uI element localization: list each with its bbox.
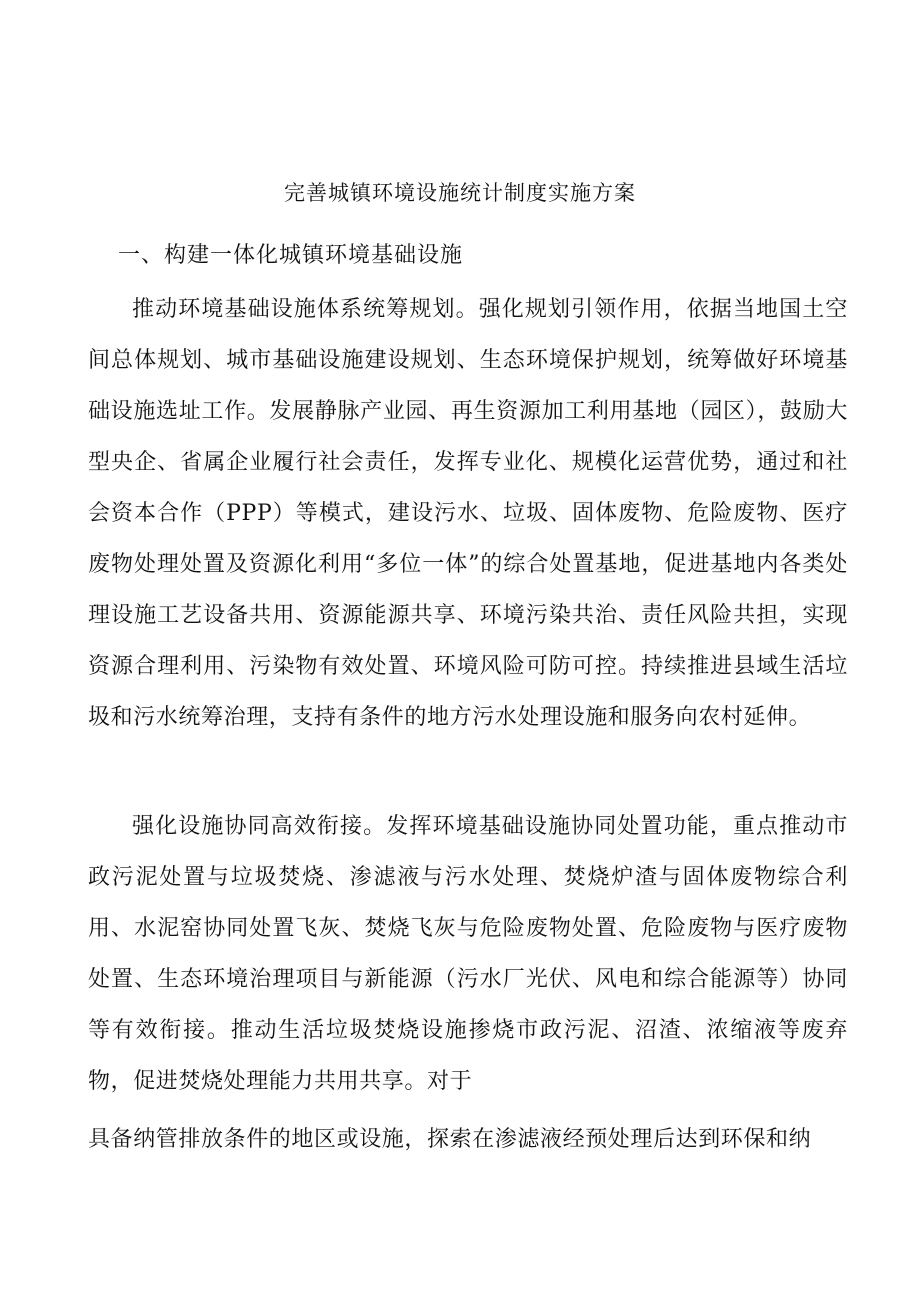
document-title: 完善城镇环境设施统计制度实施方案 (284, 181, 636, 205)
paragraph-coordination: 强化设施协同高效衔接。发挥环境基础设施协同处置功能，重点推动市政污泥处置与垃圾焚烧、渗滤液与污水处理、焚烧炉渣与固体废物综合利用、水泥窑协同处置飞灰、焚烧飞灰与危险废物处置、危险废物与医疗废物处置、生态环境治理项目与新能源（污水厂光伏、风电和综合能源等）协同等有效衔接。推动生活垃圾焚烧设施掺烧市政污泥、沼渣、浓缩液等废弃物，促进焚烧处理能力共用共享。对于 (88, 814, 848, 1094)
section-heading: 一、构建一体化城镇环境基础设施 (118, 243, 464, 268)
paragraph-planning: 推动环境基础设施体系统筹规划。强化规划引领作用，依据当地国土空间总体规划、城市基础设施建设规划、生态环境保护规划，统筹做好环境基础设施选址工作。发展静脉产业园、再生资源加工利用基地（园区），鼓励大型央企、省属企业履行社会责任，发挥专业化、规模化运营优势，通过和社会资本合作（PPP）等模式，建设污水、垃圾、固体废物、危险废物、医疗废物处理处置及资源化利用“多位一体”的综合处置基地，促进基地内各类处理设施工艺设备共用、资源能源共享、环境污染共治、责任风险共担，实现资源合理利用、污染物有效处置、环境风险可防可控。持续推进县域生活垃圾和污水统筹治理，支持有条件的地方污水处理设施和服务向农村延伸。 (88, 297, 848, 730)
paragraph-continuation: 具备纳管排放条件的地区或设施，探索在渗滤液经预处理后达到环保和纳 (88, 1127, 812, 1152)
